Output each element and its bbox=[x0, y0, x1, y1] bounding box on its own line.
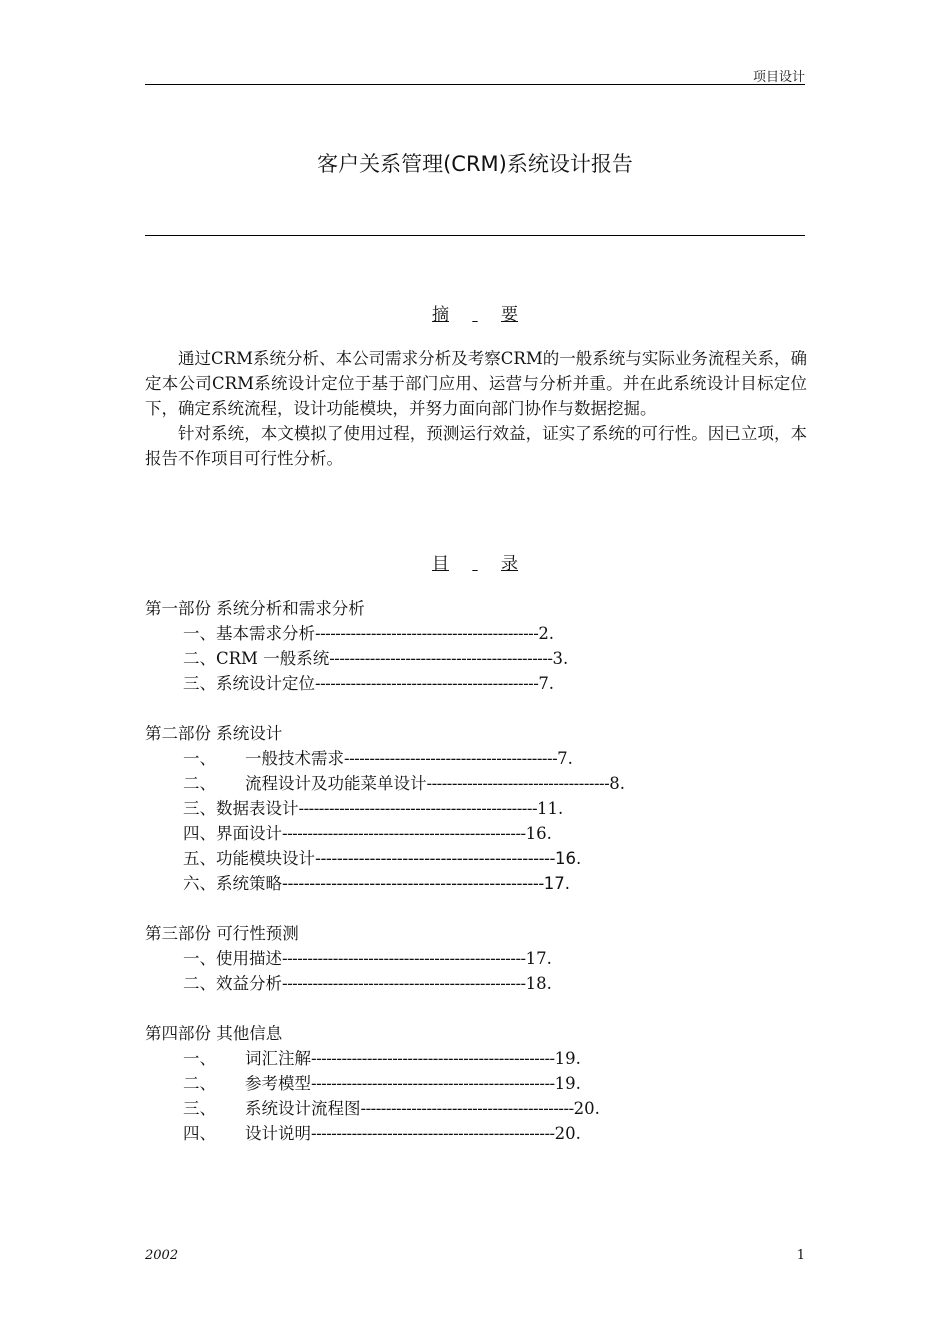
header-rule bbox=[145, 84, 805, 85]
toc-leader: ------------------------------------------------ bbox=[282, 974, 526, 993]
toc-entry-num: 一、 bbox=[183, 1049, 216, 1068]
toc-entry-num: 二、 bbox=[183, 974, 216, 993]
toc-entry[interactable] bbox=[145, 746, 825, 771]
toc-leader: -------------------------------------------- bbox=[315, 849, 555, 868]
toc-leader: ------------------------------------------ bbox=[344, 749, 558, 768]
toc-part-title: 第一部份 系统分析和需求分析 bbox=[145, 599, 365, 618]
toc-entry-label: 功能模块设计 bbox=[216, 849, 315, 868]
toc-entry-page: 2. bbox=[538, 624, 555, 643]
toc-leader: ------------------------------------------------ bbox=[282, 874, 544, 893]
toc-entry-page: 17. bbox=[543, 874, 571, 893]
abstract-heading-char-2: 要 bbox=[501, 305, 518, 325]
abstract-text: 。因已立项，本报告不作项目可行性分析。 bbox=[145, 424, 808, 468]
toc-entry-page: 20. bbox=[554, 1124, 581, 1143]
toc-entry[interactable] bbox=[145, 671, 825, 696]
toc-entry-label: 效益分析 bbox=[216, 974, 282, 993]
toc-part-title: 第四部份 其他信息 bbox=[145, 1024, 283, 1043]
toc-entry-num: 三、 bbox=[183, 1099, 216, 1118]
toc-entry-page: 19. bbox=[554, 1074, 581, 1093]
toc-entry-num: 四、 bbox=[183, 824, 216, 843]
toc-entry-page: 8. bbox=[609, 774, 625, 793]
toc-entry-label: 使用描述 bbox=[216, 949, 282, 968]
toc-entry-page: 19. bbox=[554, 1049, 581, 1068]
toc-part-3 bbox=[145, 921, 825, 996]
toc-entry[interactable] bbox=[145, 1071, 825, 1096]
abstract-emphasis: 基于部门应用、运营与分析并重 bbox=[371, 374, 607, 393]
toc-entry[interactable] bbox=[145, 871, 825, 896]
toc-entry-label: 系统设计定位 bbox=[216, 674, 315, 693]
toc-entry-label: 数据表设计 bbox=[216, 799, 299, 818]
toc-entry[interactable] bbox=[145, 796, 825, 821]
toc-entry-num: 一、 bbox=[183, 624, 216, 643]
toc-entry[interactable] bbox=[145, 846, 825, 871]
toc-entry-label: 基本需求分析 bbox=[216, 624, 315, 643]
toc-entry-page: 16. bbox=[525, 824, 552, 843]
toc-leader: -------------------------------------------- bbox=[315, 674, 539, 693]
toc-leader: ----------------------------------------------- bbox=[298, 799, 538, 818]
abstract-heading-char-1: 摘 bbox=[432, 305, 449, 325]
toc-entry-num: 五、 bbox=[183, 849, 216, 868]
running-header: 项目设计 bbox=[752, 70, 805, 85]
toc-entry[interactable] bbox=[145, 621, 825, 646]
toc-entry[interactable] bbox=[145, 946, 825, 971]
toc-entry-num: 二、 bbox=[183, 774, 216, 793]
toc-entry-num: 一、 bbox=[183, 749, 216, 768]
toc-leader: ------------------------------------------------ bbox=[282, 824, 526, 843]
toc-entry-num: 二、 bbox=[183, 649, 216, 668]
toc-leader: -------------------------------------------- bbox=[315, 624, 539, 643]
toc-entry-num: 三、 bbox=[183, 799, 216, 818]
abstract-body bbox=[145, 346, 807, 471]
toc-entry-page: 7. bbox=[557, 749, 573, 768]
toc-entry-page: 20. bbox=[573, 1099, 600, 1118]
toc-entry-page: 7. bbox=[538, 674, 555, 693]
toc-leader: ------------------------------------------------ bbox=[282, 949, 526, 968]
toc-leader: -------------------------------------------- bbox=[329, 649, 553, 668]
toc-part-4 bbox=[145, 1021, 825, 1146]
title-rule bbox=[145, 235, 805, 236]
toc-entry-label: 参考模型 bbox=[245, 1074, 311, 1093]
toc-part-title: 第三部份 可行性预测 bbox=[145, 924, 299, 943]
toc-entry-num: 一、 bbox=[183, 949, 216, 968]
footer-page-number: 1 bbox=[796, 1248, 805, 1263]
abstract-paragraph-2 bbox=[145, 421, 807, 471]
toc-entry-label: CRM 一般系统 bbox=[216, 649, 330, 668]
toc-entry-label: 系统策略 bbox=[216, 874, 282, 893]
footer-year: 2002 bbox=[145, 1248, 179, 1263]
toc-entry-label: 词汇注解 bbox=[245, 1049, 311, 1068]
toc-entry-num: 二、 bbox=[183, 1074, 216, 1093]
toc-heading-char-2: 录 bbox=[501, 554, 518, 574]
toc-entry[interactable] bbox=[145, 646, 825, 671]
toc-entry-page: 16. bbox=[554, 849, 582, 868]
toc-entry-label: 设计说明 bbox=[245, 1124, 311, 1143]
toc-part-1 bbox=[145, 596, 825, 696]
toc-leader: ------------------------------------------------ bbox=[311, 1074, 555, 1093]
toc-part-2 bbox=[145, 721, 825, 896]
toc-entry-label: 界面设计 bbox=[216, 824, 282, 843]
toc-leader: ------------------------------------------------ bbox=[311, 1124, 555, 1143]
toc-entry[interactable] bbox=[145, 1046, 825, 1071]
toc-entry[interactable] bbox=[145, 771, 825, 796]
toc-leader: ------------------------------------ bbox=[426, 774, 610, 793]
abstract-text: 。并在此系统设计目标定位下，确定系统流程，设计功能模块，并努力面向部门协作与数据挖掘。 bbox=[145, 374, 808, 418]
abstract-emphasis: 证实了系统的可行性 bbox=[542, 424, 692, 443]
toc-entry-page: 3. bbox=[552, 649, 569, 668]
abstract-paragraph-1 bbox=[145, 346, 807, 421]
abstract-text: 通过CRM系统分析、本公司需求分析及考察CRM的一般系统与实际业务流程关系，确定本公司CRM系统设计定位于 bbox=[145, 349, 807, 393]
toc-entry[interactable] bbox=[145, 1096, 825, 1121]
page-title: 客户关系管理(CRM)系统设计报告 bbox=[317, 152, 633, 176]
toc-entry-page: 18. bbox=[525, 974, 552, 993]
table-of-contents bbox=[145, 596, 825, 1146]
toc-part-title: 第二部份 系统设计 bbox=[145, 724, 283, 743]
toc-entry-num: 四、 bbox=[183, 1124, 216, 1143]
abstract-heading bbox=[0, 300, 950, 325]
toc-entry-label: 系统设计流程图 bbox=[245, 1099, 361, 1118]
toc-leader: ------------------------------------------------ bbox=[311, 1049, 555, 1068]
toc-heading-char-1: 目 bbox=[432, 554, 449, 574]
toc-entry-page: 17. bbox=[525, 949, 552, 968]
toc-entry[interactable] bbox=[145, 821, 825, 846]
toc-entry-label: 流程设计及功能菜单设计 bbox=[245, 774, 427, 793]
toc-entry-page: 11. bbox=[537, 799, 564, 818]
toc-entry-num: 三、 bbox=[183, 674, 216, 693]
toc-entry-num: 六、 bbox=[183, 874, 216, 893]
toc-leader: ------------------------------------------ bbox=[360, 1099, 574, 1118]
toc-entry[interactable] bbox=[145, 1121, 825, 1146]
abstract-text: 针对系统，本文模拟了使用过程，预测运行效益， bbox=[178, 424, 543, 443]
toc-entry-label: 一般技术需求 bbox=[245, 749, 344, 768]
toc-entry[interactable] bbox=[145, 971, 825, 996]
toc-heading bbox=[0, 549, 950, 574]
